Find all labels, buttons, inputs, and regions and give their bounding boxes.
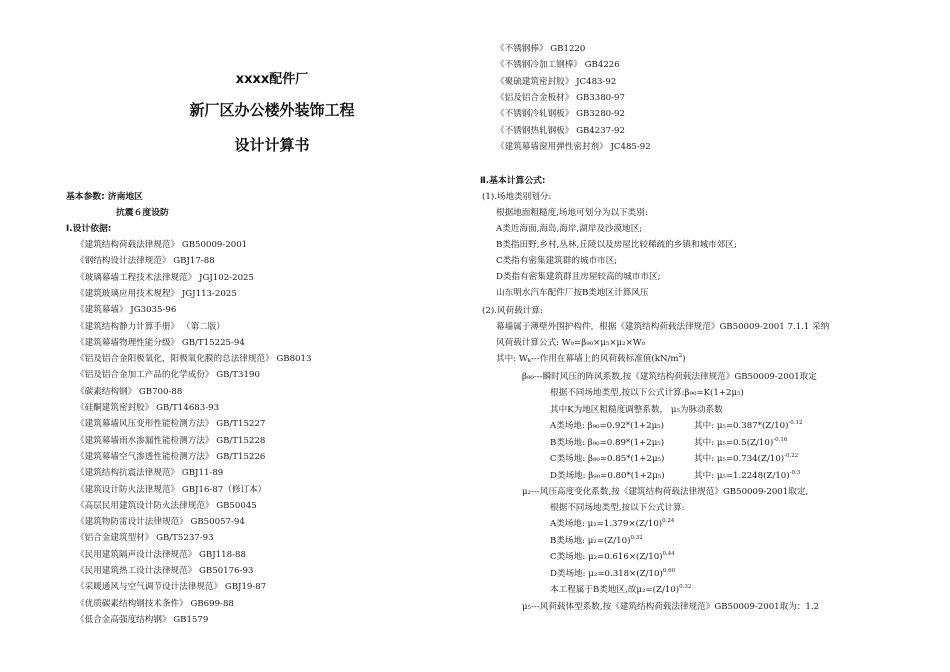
wind-load-heading: (2).风荷载计算: <box>482 306 543 316</box>
project-title: 新厂区办公楼外装饰工程 <box>189 101 355 119</box>
height-exponent: 0.32 <box>630 534 643 541</box>
reference-item: 《建筑设计防火法律规范》 GBJ16-87（修订本） <box>76 484 267 495</box>
site-class-note: 山东明水汽车配件厂按B类地区计算风压 <box>496 288 649 298</box>
reference-item: 《建筑幕墙空气渗透性能检测方法》 GB/T15226 <box>76 451 266 462</box>
pulse-formula: 其中: μ₅=0.5(Z/10) <box>694 437 774 448</box>
reference-item: 《高层民用建筑设计防火法律规范》 GB50045 <box>76 500 257 511</box>
reference-item: 《采暖通风与空气调节设计法律规范》 GBJ19-87 <box>76 582 267 593</box>
height-factor-row <box>550 568 675 580</box>
gust-factor-row-formula: C类场地: β₉₀=0.85*(1+2μ₅) <box>550 454 665 464</box>
site-class-a: A类近海面,海岛,海岸,湖岸及沙漠地区; <box>496 224 643 234</box>
height-factor-row <box>550 518 674 530</box>
pulse-exponent: -0.22 <box>784 453 799 459</box>
reference-item: 《建筑幕墙雨水渗漏性能检测方法》 GB/T15228 <box>76 435 266 446</box>
height-factor-row <box>550 535 643 547</box>
reference-item: 《聚硫建筑密封胶》 JC483-92 <box>496 76 617 87</box>
wind-load-formula: 风荷载计算公式: W₀=β₉₀×μ₅×μ₂×W₀ <box>496 338 646 348</box>
pulse-exponent: -0.16 <box>773 436 788 443</box>
reference-item: 《不锈钢冷加工钢棒》 GB4226 <box>496 60 620 71</box>
gust-factor-row-formula: D类场地: β₉₀=0.80*(1+2μ₅) <box>550 470 665 481</box>
pulse-exponent: -0.12 <box>788 420 803 426</box>
site-class-d: D类指有密集建筑群且房屋较高的城市市区; <box>496 272 661 282</box>
gust-factor-definition: β₉₀---瞬时风压的阵风系数,按《建筑结构荷载法律规范》GB50009-2001取定 <box>522 372 817 382</box>
site-class-b: B类指田野,乡村,丛林,丘陵以及房屋比较稀疏的乡镇和城市郊区; <box>496 240 737 250</box>
height-exponent: 0.60 <box>662 567 676 574</box>
height-exponent: 0.24 <box>662 518 675 524</box>
reference-item: 《铝及铝合金板材》 GB3380-97 <box>496 92 625 103</box>
height-formula: A类场地: μ₂=1.379×(Z/10) <box>550 519 663 529</box>
height-formula: D类场地: μ₂=0.318×(Z/10) <box>550 568 663 579</box>
pulse-formula: 其中: μ₅=0.387*(Z/10) <box>694 421 789 431</box>
height-exponent: 0.44 <box>662 551 675 557</box>
reference-item: 《建筑玻璃应用技术规程》 JGJ113-2025 <box>76 288 237 299</box>
section-2-heading: Ⅱ.基本计算公式: <box>480 176 546 186</box>
reference-item: 《民用建筑热工设计法律规范》 GB50176-93 <box>76 566 254 576</box>
reference-item: 《建筑幕墙风压变形性能检测方法》 GB/T15227 <box>76 419 266 430</box>
reference-item: 《低合金高强度结构钢》 GB1579 <box>76 614 209 625</box>
height-factor-formula: 根据不同场地类型,按以下公式计算: <box>550 503 685 513</box>
reference-item: 《建筑物防雷设计法律规范》 GB50057-94 <box>76 517 245 528</box>
gust-factor-note: 其中K为地区粗糙度调整系数， μ₅为脉动系数 <box>550 405 723 415</box>
reference-item: 《铝及铝合金阳极氧化，阳极氧化膜的总法律规范》 GB8013 <box>76 354 312 365</box>
reference-item: 《不锈钢棒》 GB1220 <box>496 44 586 54</box>
reference-item: 《钢结构设计法律规范》 GBJ17-88 <box>76 256 215 267</box>
gust-factor-row-pulse <box>694 453 798 465</box>
reference-item: 《不锈钢热轧钢板》 GB4237-92 <box>496 125 625 136</box>
gust-factor-row-formula: A类场地: β₉₀=0.92*(1+2μ₅) <box>550 421 664 431</box>
height-formula: C类场地: μ₂=0.616×(Z/10) <box>550 552 663 562</box>
height-factor-definition: μ₂---风压高度变化系数,按《建筑结构荷载法律规范》GB50009-2001取定, <box>522 487 809 497</box>
gust-factor-row-pulse <box>694 470 800 482</box>
height-factor-note: 本工程属于B类地区,故$\mu_2=(Z/10)^{0.32}$ <box>550 584 692 595</box>
wind-load-paragraph: 幕墙属于薄壁外围护构件，根据《建筑结构荷载法律规范》GB50009-2001 7.1.1 采纳 <box>496 322 830 332</box>
site-class-heading: (1).场地类别划分: <box>482 192 552 202</box>
site-class-intro: 根据地面粗糙度,场地可划分为以下类别: <box>496 208 648 218</box>
reference-item: 《建筑结构荷载法律规范》 GB50009-2001 <box>76 240 248 250</box>
site-class-c: C类指有密集建筑群的城市市区; <box>496 256 618 266</box>
reference-item: 《碳素结构钢》 GB700-88 <box>76 386 183 397</box>
document-title: 设计计算书 <box>234 136 310 154</box>
wk-definition: 其中: $W_k---$作用在幕墙上的风荷载标准值$(kN/m^2)$ <box>496 353 686 364</box>
reference-item: 《建筑幕墙》 JG3035-96 <box>76 305 177 316</box>
reference-item: 《玻璃幕墙工程技术法律规范》 JGJ102-2025 <box>76 272 254 283</box>
reference-item: 《铝合金建筑型材》 GB/T5237-93 <box>76 533 214 544</box>
seismic-level: 抗震６度设防 <box>116 208 169 218</box>
pulse-formula: 其中: μ₅=1.2248(Z/10) <box>694 470 790 481</box>
gust-factor-row-pulse <box>694 420 803 432</box>
reference-item: 《建筑结构静力计算手册》 （第二版） <box>76 321 225 332</box>
reference-item: 《民用建筑隔声设计法律规范》 GBJ118-88 <box>76 549 246 560</box>
reference-item: 《不锈钢冷轧钢板》 GB3280-92 <box>496 109 625 120</box>
company-title: xxxx配件厂 <box>235 72 309 87</box>
height-formula: B类场地: μ₂=(Z/10) <box>550 535 631 546</box>
pulse-formula: 其中: μ₅=0.734(Z/10) <box>694 454 785 464</box>
basic-params: 基本参数: 济南地区 <box>66 192 143 202</box>
section-1-heading: Ⅰ.设计依据: <box>66 224 112 234</box>
reference-item: 《建筑幕墙物理性能分级》 GB/T15225-94 <box>76 337 245 348</box>
gust-factor-formula: 根据不同场地类型,按以下公式计算:β₉₀=K(1+2μ₅) <box>550 388 744 398</box>
reference-item: 《优质碳素结构钢技术条件》 GB699-88 <box>76 598 234 609</box>
height-factor-row <box>550 551 675 563</box>
shape-factor-definition: μ₅---风荷载体型系数,按《建筑结构荷载法律规范》GB50009-2001取为：1.2 <box>522 602 820 612</box>
reference-item: 《铝及铝合金加工产品的化学成份》 GB/T3190 <box>76 370 260 381</box>
pulse-exponent: -0.3 <box>789 469 801 476</box>
gust-factor-row-formula: B类场地: β₉₀=0.89*(1+2μ₅) <box>550 437 665 448</box>
reference-item: 《建筑结构抗震法律规范》 GBJ11-89 <box>76 468 224 479</box>
reference-item: 《硅酮建筑密封胶》 GB/T14683-93 <box>76 403 220 413</box>
gust-factor-row-pulse <box>694 437 787 449</box>
reference-item: 《建筑幕墙窗用弹性密封剂》 JC485-92 <box>496 141 651 152</box>
